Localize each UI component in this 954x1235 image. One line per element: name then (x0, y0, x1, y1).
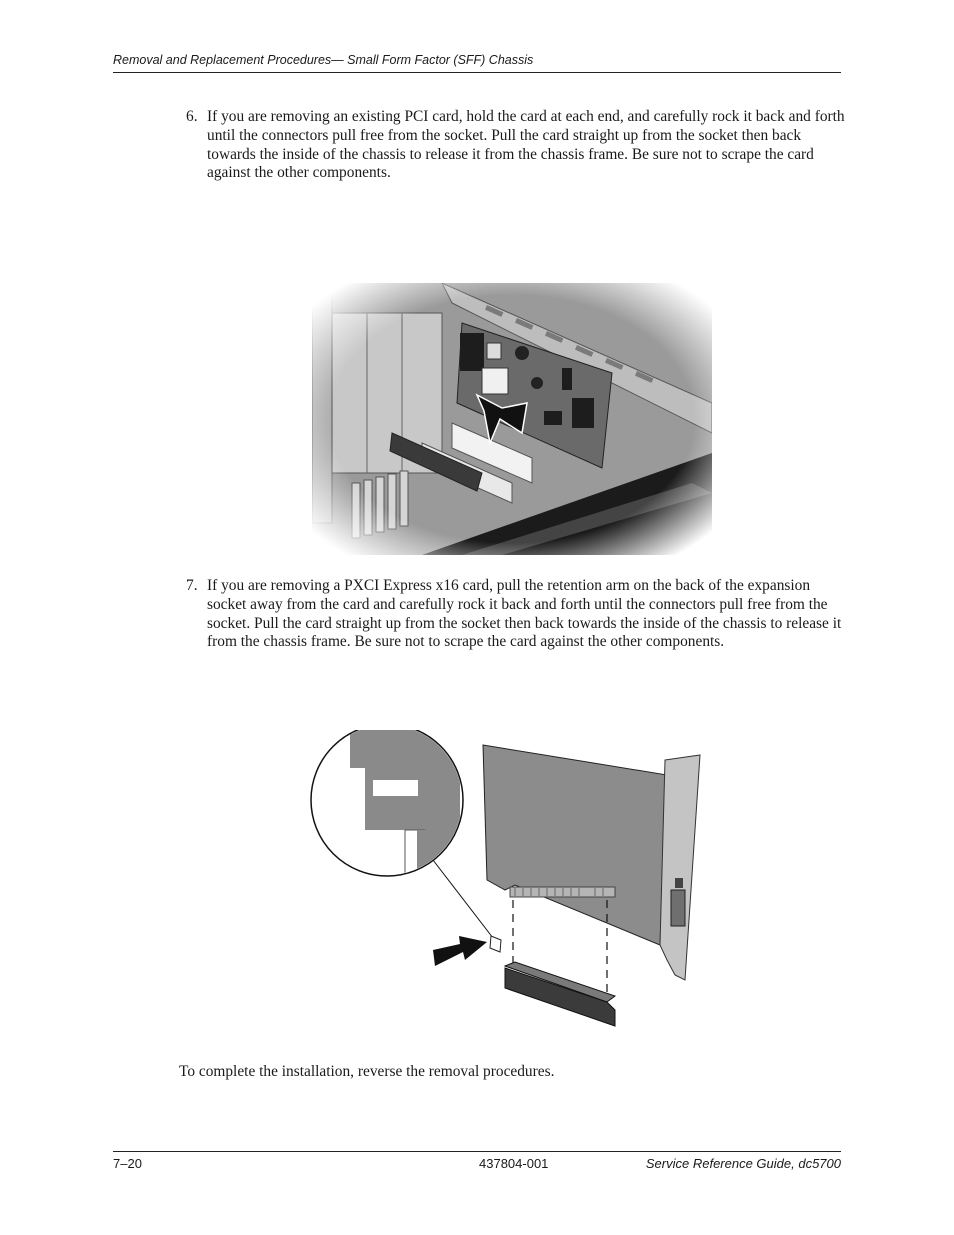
step-7 (186, 577, 846, 652)
step-number: 7. (186, 577, 198, 594)
document-number: 437804-001 (479, 1156, 549, 1171)
step-6 (186, 108, 846, 183)
page-number: 7–20 (113, 1156, 142, 1171)
guide-title: Service Reference Guide, dc5700 (645, 1156, 841, 1171)
step-text: If you are removing an existing PCI card, hold the card at each end, and carefully rock it back and forth until the connectors pull free from the socket. Pull the card straight up from the socket then back towards the inside of the chassis to release it from the chassis frame. Be sure not to scrape the card against the other components. (207, 108, 845, 182)
step-number: 6. (186, 108, 198, 125)
pci-express-card-removal-illustration (305, 730, 715, 1030)
retention-arm-detail (311, 730, 463, 900)
page-footer (113, 1151, 841, 1176)
running-header (113, 50, 841, 73)
running-header-title: Removal and Replacement Procedures— Small Form Factor (SFF) Chassis (113, 53, 534, 67)
closing-instruction: To complete the installation, reverse the removal procedures. (179, 1063, 555, 1080)
step-text: If you are removing a PXCI Express x16 card, pull the retention arm on the back of the expansion socket away from the card and carefully rock it back and forth until the connectors pull free from the socket. Pull the card straight up from the socket then back towards the inside of the chassis to release it from the chassis frame. Be sure not to scrape the card against the other components. (207, 577, 842, 651)
pci-card-removal-illustration (312, 283, 712, 555)
